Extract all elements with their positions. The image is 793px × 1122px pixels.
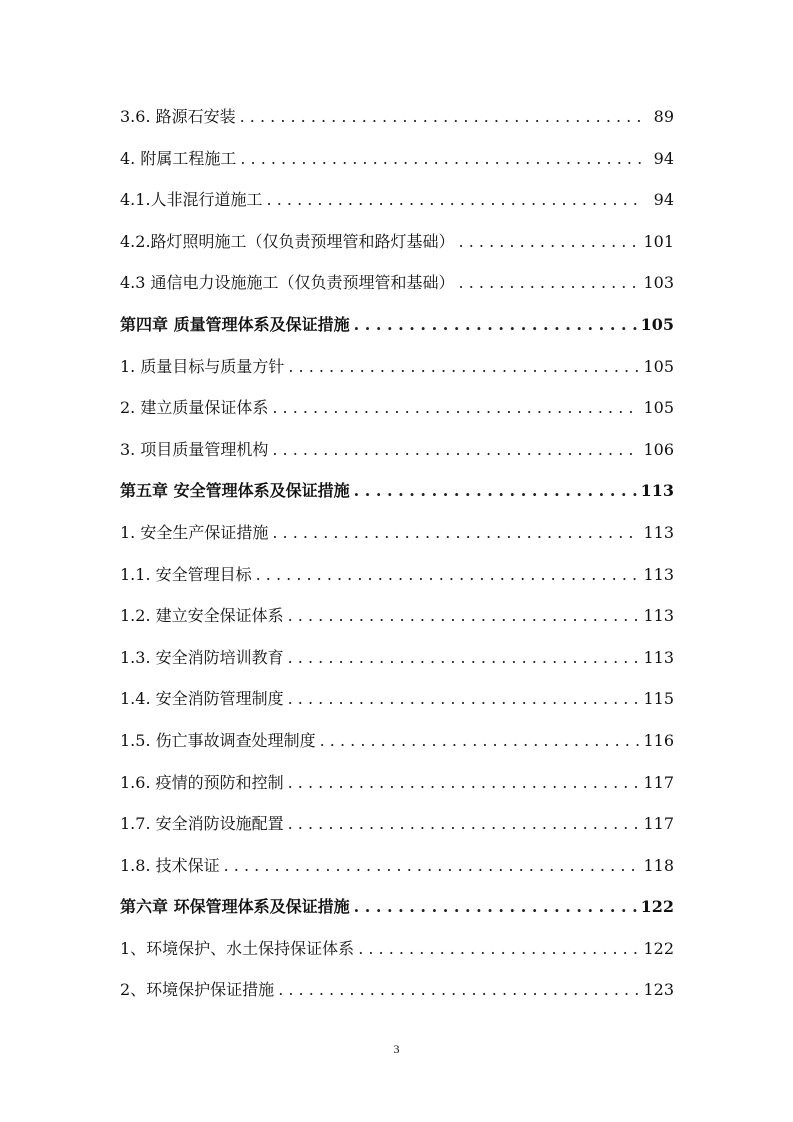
toc-chapter-entry[interactable] <box>120 886 674 928</box>
toc-chapter-page: 122 <box>640 897 674 917</box>
toc-entry[interactable] <box>120 429 674 471</box>
toc-entry-page: 94 <box>653 190 674 210</box>
toc-entry[interactable] <box>120 845 674 887</box>
toc-entry[interactable] <box>120 96 674 138</box>
toc-entry[interactable] <box>120 262 674 304</box>
toc-entry[interactable] <box>120 346 674 388</box>
toc-entry[interactable] <box>120 637 674 679</box>
page-number: 3 <box>393 1042 400 1056</box>
toc-entry[interactable] <box>120 179 674 221</box>
table-of-contents <box>120 96 674 1011</box>
toc-entry[interactable] <box>120 928 674 970</box>
toc-dot-leader <box>320 720 640 762</box>
toc-dot-leader <box>278 969 639 1011</box>
toc-dot-leader <box>240 96 642 138</box>
toc-dot-leader <box>354 470 637 512</box>
toc-entry-page: 103 <box>643 273 674 293</box>
toc-entry-label: 3. 项目质量管理机构 <box>120 439 269 459</box>
toc-entry-page: 117 <box>643 814 674 834</box>
toc-dot-leader <box>288 678 640 720</box>
toc-entry-label: 1.7. 安全消防设施配置 <box>120 814 284 834</box>
toc-chapter-label: 第六章 环保管理体系及保证措施 <box>120 897 350 917</box>
toc-entry-label: 1.1. 安全管理目标 <box>120 564 252 584</box>
toc-entry-label: 1.8. 技术保证 <box>120 855 220 875</box>
toc-entry-page: 106 <box>643 439 674 459</box>
toc-entry-page: 105 <box>643 356 674 376</box>
toc-entry-label: 1.2. 建立安全保证体系 <box>120 606 284 626</box>
toc-entry-page: 113 <box>643 564 674 584</box>
toc-entry-label: 2. 建立质量保证体系 <box>120 398 269 418</box>
toc-chapter-entry[interactable] <box>120 304 674 346</box>
toc-dot-leader <box>358 928 639 970</box>
toc-chapter-label: 第五章 安全管理体系及保证措施 <box>120 481 350 501</box>
toc-entry-page: 105 <box>643 398 674 418</box>
toc-entry-page: 101 <box>643 231 674 251</box>
toc-entry-page: 122 <box>643 938 674 958</box>
toc-dot-leader <box>459 221 640 263</box>
toc-entry-label: 1. 质量目标与质量方针 <box>120 356 285 376</box>
toc-entry-page: 118 <box>643 855 674 875</box>
toc-dot-leader <box>459 262 640 304</box>
toc-dot-leader <box>272 387 639 429</box>
toc-entry-label: 4. 附属工程施工 <box>120 148 237 168</box>
toc-entry-label: 1.4. 安全消防管理制度 <box>120 689 284 709</box>
toc-entry-page: 117 <box>643 772 674 792</box>
toc-entry-page: 89 <box>653 107 674 126</box>
toc-entry-label: 4.1.人非混行道施工 <box>120 190 263 210</box>
toc-chapter-page: 105 <box>640 314 674 334</box>
toc-dot-leader <box>240 138 642 180</box>
toc-entry-label: 1.5. 伤亡事故调查处理制度 <box>120 730 316 750</box>
toc-dot-leader <box>288 637 640 679</box>
toc-dot-leader <box>288 803 640 845</box>
toc-entry-label: 1.6. 疫情的预防和控制 <box>120 772 284 792</box>
toc-chapter-label: 第四章 质量管理体系及保证措施 <box>120 314 350 334</box>
toc-entry[interactable] <box>120 387 674 429</box>
toc-entry-label: 1. 安全生产保证措施 <box>120 522 269 542</box>
toc-chapter-entry[interactable] <box>120 470 674 512</box>
toc-entry-page: 115 <box>643 689 674 709</box>
toc-entry-page: 94 <box>653 148 674 168</box>
toc-entry[interactable] <box>120 221 674 263</box>
toc-dot-leader <box>354 886 637 928</box>
toc-dot-leader <box>288 595 640 637</box>
toc-dot-leader <box>267 179 642 221</box>
toc-dot-leader <box>354 304 637 346</box>
toc-entry-page: 113 <box>643 647 674 667</box>
toc-entry[interactable] <box>120 595 674 637</box>
toc-entry[interactable] <box>120 803 674 845</box>
toc-dot-leader <box>272 429 639 471</box>
toc-entry-label: 1.3. 安全消防培训教育 <box>120 647 284 667</box>
toc-entry[interactable] <box>120 138 674 180</box>
toc-dot-leader <box>256 554 640 596</box>
toc-dot-leader <box>224 845 640 887</box>
toc-entry-page: 113 <box>643 606 674 626</box>
toc-entry[interactable] <box>120 762 674 804</box>
toc-dot-leader <box>272 512 639 554</box>
toc-entry[interactable] <box>120 554 674 596</box>
toc-entry-label: 4.2.路灯照明施工（仅负责预埋管和路灯基础） <box>120 231 455 251</box>
toc-entry[interactable] <box>120 678 674 720</box>
toc-entry-page: 113 <box>643 522 674 542</box>
toc-entry-label: 1、环境保护、水土保持保证体系 <box>120 938 355 958</box>
toc-entry-page: 123 <box>643 980 674 1000</box>
toc-entry[interactable] <box>120 969 674 1011</box>
toc-entry-label: 4.3 通信电力设施施工（仅负责预埋管和基础） <box>120 273 455 293</box>
toc-entry[interactable] <box>120 512 674 554</box>
toc-entry-label: 3.6. 路源石安装 <box>120 107 236 126</box>
toc-dot-leader <box>288 346 639 388</box>
toc-entry-label: 2、环境保护保证措施 <box>120 980 275 1000</box>
toc-chapter-page: 113 <box>640 481 674 501</box>
toc-entry[interactable] <box>120 720 674 762</box>
toc-dot-leader <box>288 762 640 804</box>
toc-entry-page: 116 <box>643 730 674 750</box>
